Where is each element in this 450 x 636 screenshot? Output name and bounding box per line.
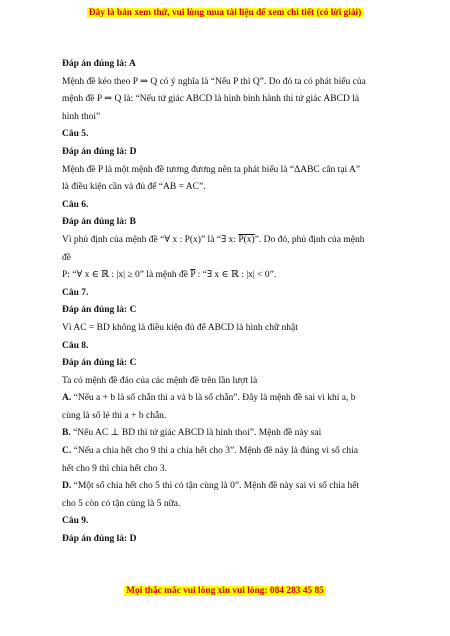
text-line: Ta có mệnh đề đảo của các mệnh đề trên lần lượt là	[62, 375, 258, 386]
text-line: mệnh đề P ⇒ Q là: “Nếu tứ giác ABCD là hình bình hành thì tứ giác ABCD là	[62, 94, 360, 105]
option-line	[62, 443, 396, 461]
option-line	[62, 390, 396, 408]
text-segment: “Một số chia hết cho 5 thì có tận cùng là 0”. Mệnh đề này sai vì số chia hết	[71, 481, 360, 492]
preview-notice-text: Đây là bản xem thử, vui lòng mua tài liệu để xem chi tiết (có lời giải)	[88, 8, 362, 18]
option-label: A.	[62, 393, 72, 404]
option-label: B.	[62, 428, 71, 439]
question-heading: Câu 7.	[62, 287, 89, 298]
answer-line: Đáp án đúng là: B	[62, 217, 136, 228]
text-segment: “Nếu AC ⊥ BD thì tứ giác ABCD là hình thoi”. Mệnh đề này sai	[70, 428, 322, 439]
text-segment: : “∃ x ∈ ℝ : |x| < 0”.	[195, 270, 277, 281]
text-line	[62, 232, 396, 250]
text-segment: P: “∀ x ∈ ℝ : |x| ≥ 0” là mệnh đề	[62, 270, 191, 281]
text-line: Mệnh đề P là một mệnh đề tương đương nên ta phát biểu là “ΔABC cân tại A”	[62, 164, 361, 175]
text-line: Vì AC = BD không là điều kiện đủ để ABCD là hình chữ nhật	[62, 322, 298, 333]
text-line: đề	[62, 252, 71, 263]
question-heading: Câu 8.	[62, 340, 89, 351]
text-line: Mệnh đề kéo theo P ⇒ Q có ý nghĩa là “Nếu P thì Q”. Do đó ta có phát biểu của	[62, 76, 366, 87]
option-line	[62, 478, 396, 496]
text-line: cùng là số lẻ thì a + b chẵn.	[62, 410, 167, 421]
text-line	[62, 267, 396, 285]
answer-line: Đáp án đúng là: C	[62, 305, 137, 316]
question-heading: Câu 6.	[62, 199, 89, 210]
text-line: hình thoi”	[62, 111, 101, 122]
question-heading: Câu 9.	[62, 516, 89, 527]
negated-proposition: $\overline{P}$	[190, 270, 196, 281]
text-line: cho 5 còn có tận cùng là 5 nữa.	[62, 498, 181, 509]
option-line	[62, 425, 396, 443]
text-line: hết cho 9 thì chia hết cho 3.	[62, 463, 167, 474]
contact-text: Mọi thắc mắc vui lòng xin vui lòng: 084 283 45 85	[126, 586, 324, 596]
contact-banner	[0, 586, 450, 596]
answer-line: Đáp án đúng là: C	[62, 358, 137, 369]
text-segment: “Nếu a chia hết cho 9 thì a chia hết cho 3”. Mệnh đề này là đúng vì số chia	[71, 446, 358, 457]
answer-line: Đáp án đúng là: D	[62, 146, 137, 157]
answer-line: Đáp án đúng là: D	[62, 534, 137, 545]
answer-line: Đáp án đúng là: A	[62, 59, 136, 69]
negated-predicate: P(x)	[238, 234, 255, 245]
text-segment: “Nếu a + b là số chẵn thì a và b là số chẵn”. Đây là mệnh đề sai vì khi a, b	[71, 393, 356, 404]
text-segment: Vì phủ định của mệnh đề “∀ x : P(x)” là “∃ x:	[62, 234, 239, 245]
document-body	[62, 56, 396, 549]
text-segment: ”. Do đó, phủ định của mệnh	[254, 234, 365, 245]
preview-notice-banner	[0, 8, 450, 18]
option-label: D.	[62, 481, 72, 492]
question-heading: Câu 5.	[62, 129, 89, 140]
text-line: là điều kiện cần và đủ để “AB = AC”.	[62, 182, 206, 193]
option-label: C.	[62, 446, 72, 457]
